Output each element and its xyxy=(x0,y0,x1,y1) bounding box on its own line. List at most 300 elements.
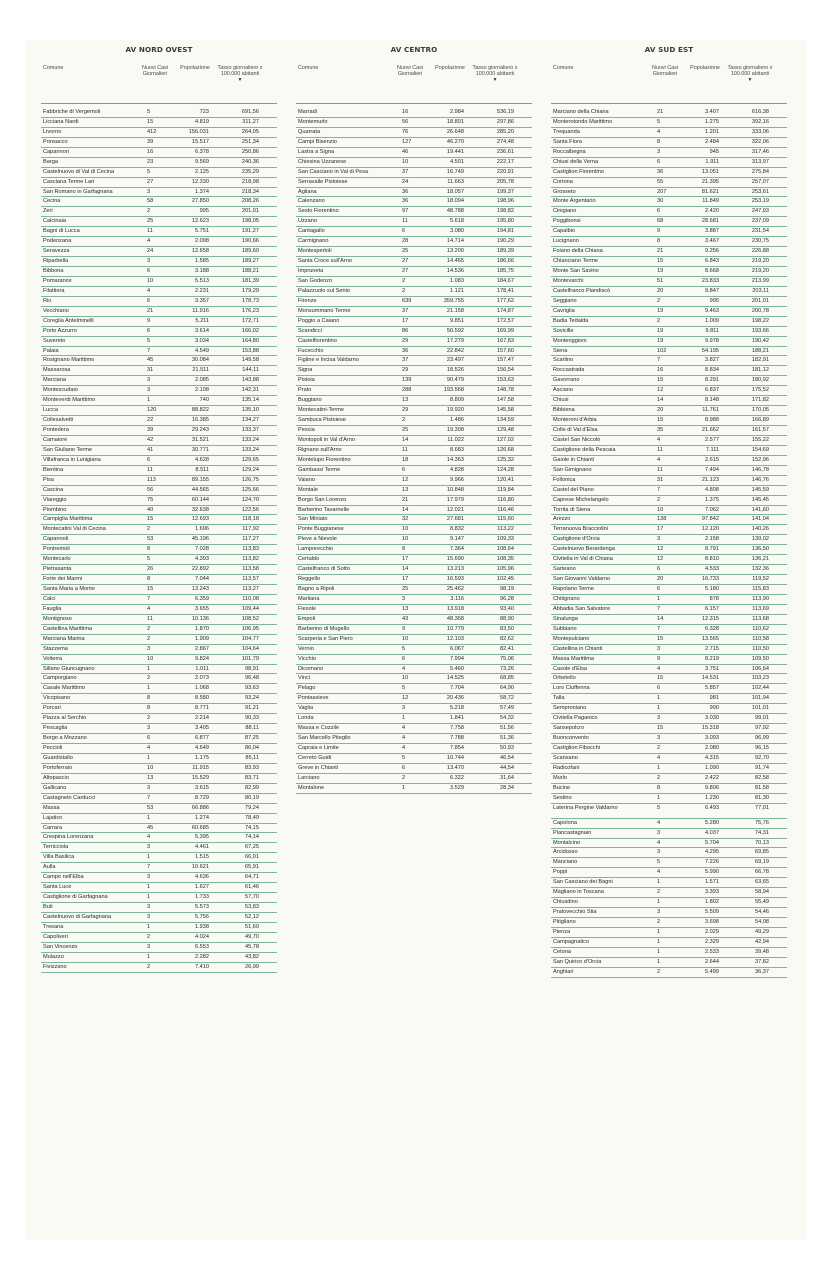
cell-comune: Campo nell'Elba xyxy=(43,874,84,881)
cell-comune: Cecina xyxy=(43,198,61,205)
cell-comune: Subbiano xyxy=(553,625,577,632)
table-row xyxy=(41,704,277,714)
cell-nuovi-casi: 1 xyxy=(147,884,151,891)
cell-tasso: 189,27 xyxy=(241,258,259,265)
cell-tasso: 70,13 xyxy=(755,839,769,846)
table-row xyxy=(296,535,532,545)
cell-popolazione: 13.200 xyxy=(446,248,464,255)
table-row xyxy=(41,207,277,217)
cell-popolazione: 4.649 xyxy=(195,745,209,751)
cell-popolazione: 15.690 xyxy=(446,556,464,563)
cell-popolazione: 4.628 xyxy=(195,456,209,463)
table-row xyxy=(41,585,277,595)
cell-nuovi-casi: 13 xyxy=(147,774,154,781)
table-row xyxy=(41,893,277,903)
table-row xyxy=(296,506,532,516)
cell-comune: Caprese Michelangelo xyxy=(553,496,609,503)
cell-nuovi-casi: 1 xyxy=(402,784,406,791)
table-row xyxy=(41,466,277,476)
cell-nuovi-casi: 10 xyxy=(402,536,409,543)
table-row xyxy=(41,386,277,396)
cell-comune: Pomarance xyxy=(43,277,72,284)
cell-popolazione: 18.801 xyxy=(446,118,464,125)
cell-tasso: 129,24 xyxy=(241,466,259,473)
table-row xyxy=(296,376,532,386)
header-tasso-label: Tasso giornaliero x 100.000 abitanti xyxy=(472,65,518,78)
cell-nuovi-casi: 29 xyxy=(402,337,409,344)
cell-comune: Lucignano xyxy=(553,238,579,245)
cell-tasso: 75,76 xyxy=(755,819,769,826)
cell-popolazione: 5.211 xyxy=(195,317,209,324)
cell-popolazione: 12.330 xyxy=(191,178,209,185)
cell-nuovi-casi: 18 xyxy=(402,456,409,463)
cell-comune: Cortona xyxy=(553,178,573,185)
cell-nuovi-casi: 5 xyxy=(147,109,151,115)
cell-nuovi-casi: 4 xyxy=(147,605,151,612)
cell-tasso: 198,82 xyxy=(496,208,514,215)
cell-nuovi-casi: 2 xyxy=(657,745,661,751)
cell-nuovi-casi: 6 xyxy=(402,764,406,771)
table-row xyxy=(41,416,277,426)
cell-comune: Civitella Paganico xyxy=(553,715,598,722)
cell-popolazione: 18.094 xyxy=(446,198,464,205)
cell-comune: Orbetello xyxy=(553,675,576,682)
cell-popolazione: 1.911 xyxy=(705,158,719,165)
cell-tasso: 193,66 xyxy=(751,327,769,334)
cell-popolazione: 11.849 xyxy=(702,198,719,205)
cell-nuovi-casi: 11 xyxy=(147,466,153,473)
cell-popolazione: 13.565 xyxy=(701,635,719,642)
table-row xyxy=(41,535,277,545)
cell-tasso: 174,87 xyxy=(496,307,514,314)
cell-nuovi-casi: 4 xyxy=(657,456,661,463)
cell-tasso: 188,21 xyxy=(751,347,769,354)
cell-popolazione: 1.627 xyxy=(195,884,209,891)
cell-tasso: 96,28 xyxy=(500,595,514,602)
cell-tasso: 51,60 xyxy=(245,923,259,930)
cell-popolazione: 3.529 xyxy=(450,784,464,791)
cell-tasso: 82,58 xyxy=(755,774,769,781)
cell-nuovi-casi: 1 xyxy=(657,595,661,602)
cell-tasso: 101,94 xyxy=(751,695,769,702)
table-row xyxy=(551,356,787,366)
cell-comune: Rio xyxy=(43,297,52,304)
cell-nuovi-casi: 2 xyxy=(402,417,406,424)
cell-tasso: 125,32 xyxy=(496,456,514,463)
cell-tasso: 67,25 xyxy=(245,844,259,851)
cell-popolazione: 5.509 xyxy=(705,909,719,916)
cell-popolazione: 2.085 xyxy=(195,377,209,384)
cell-nuovi-casi: 4 xyxy=(402,725,406,732)
cell-popolazione: 1.486 xyxy=(450,417,464,424)
cell-nuovi-casi: 20 xyxy=(657,287,664,294)
cell-tasso: 218,98 xyxy=(241,178,259,185)
cell-tasso: 177,62 xyxy=(496,297,514,304)
table-row xyxy=(41,674,277,684)
cell-popolazione: 4.024 xyxy=(195,933,209,940)
table-row xyxy=(41,307,277,317)
cell-nuovi-casi: 9 xyxy=(657,655,661,662)
cell-comune: Greve in Chianti xyxy=(298,764,339,771)
cell-nuovi-casi: 11 xyxy=(657,446,663,453)
table-row xyxy=(551,456,787,466)
table-row xyxy=(41,824,277,834)
cell-comune: Viareggio xyxy=(43,496,67,503)
table-row xyxy=(551,386,787,396)
cell-tasso: 117,27 xyxy=(242,536,259,543)
cell-tasso: 189,39 xyxy=(496,248,514,255)
header-tasso[interactable] xyxy=(470,65,520,103)
table-row xyxy=(296,237,532,247)
table-row xyxy=(296,386,532,396)
table-row xyxy=(41,605,277,615)
cell-popolazione: 16.385 xyxy=(191,417,209,424)
cell-nuovi-casi: 27 xyxy=(147,178,154,185)
cell-comune: Porto Azzurro xyxy=(43,327,77,334)
table-row xyxy=(41,665,277,675)
cell-nuovi-casi: 25 xyxy=(402,427,409,433)
cell-comune: Montopoli in Val d'Arno xyxy=(298,436,355,443)
table-row xyxy=(296,287,532,297)
cell-comune: Pisa xyxy=(43,476,54,483)
cell-popolazione: 8.219 xyxy=(705,655,719,662)
table-row xyxy=(551,128,787,138)
cell-tasso: 65,91 xyxy=(245,864,259,871)
cell-comune: Larciano xyxy=(298,774,320,781)
sort-down-icon[interactable]: ▼ xyxy=(747,77,753,84)
cell-popolazione: 13.051 xyxy=(701,168,719,175)
cell-popolazione: 10.744 xyxy=(446,754,464,761)
table-row xyxy=(551,188,787,198)
sort-down-icon[interactable]: ▼ xyxy=(492,77,498,84)
cell-comune: Chitignano xyxy=(553,595,580,602)
area-title: AV NORD OVEST xyxy=(125,45,193,54)
cell-tasso: 145,45 xyxy=(751,496,769,503)
cell-popolazione: 740 xyxy=(199,397,209,404)
cell-popolazione: 1.068 xyxy=(195,685,209,692)
table-row xyxy=(41,794,277,804)
table-row xyxy=(551,337,787,347)
cell-popolazione: 2.867 xyxy=(195,645,209,652)
cell-comune: Cinigiano xyxy=(553,208,577,215)
cell-tasso: 105,96 xyxy=(496,566,514,573)
cell-nuovi-casi: 5 xyxy=(147,168,151,175)
table-row xyxy=(296,625,532,635)
cell-popolazione: 6.837 xyxy=(705,387,719,394)
cell-nuovi-casi: 24 xyxy=(402,178,409,185)
cell-comune: Rosignano Marittimo xyxy=(43,357,95,364)
cell-tasso: 236,61 xyxy=(496,148,514,155)
table-row xyxy=(41,694,277,704)
cell-nuovi-casi: 6 xyxy=(147,327,151,334)
cell-nuovi-casi: 19 xyxy=(657,327,664,334)
cell-comune: Pistoia xyxy=(298,377,315,384)
cell-nuovi-casi: 3 xyxy=(657,148,661,155)
table-row xyxy=(551,888,787,898)
cell-comune: Cantagallo xyxy=(298,228,325,235)
cell-nuovi-casi: 6 xyxy=(657,586,661,592)
cell-comune: Fauglia xyxy=(43,605,62,612)
cell-tasso: 147,58 xyxy=(496,397,514,404)
cell-nuovi-casi: 8 xyxy=(147,576,151,583)
cell-nuovi-casi: 39 xyxy=(147,427,154,433)
table-row xyxy=(41,148,277,158)
cell-comune: Sambuca Pistoiese xyxy=(298,417,346,424)
cell-popolazione: 878 xyxy=(709,595,719,602)
cell-tasso: 42,94 xyxy=(755,938,769,945)
cell-popolazione: 1.201 xyxy=(705,128,719,135)
cell-tasso: 108,52 xyxy=(241,615,259,622)
cell-tasso: 184,67 xyxy=(496,277,514,284)
cell-popolazione: 21.123 xyxy=(701,476,719,483)
table-body xyxy=(41,108,277,973)
cell-comune: Loro Ciuffenna xyxy=(553,685,590,692)
table-row xyxy=(296,704,532,714)
cell-comune: Cetona xyxy=(553,948,572,955)
cell-comune: Podenzana xyxy=(43,238,72,245)
cell-tasso: 231,54 xyxy=(751,228,769,235)
cell-nuovi-casi: 75 xyxy=(147,496,154,503)
cell-tasso: 274,48 xyxy=(496,138,514,145)
table-row xyxy=(296,714,532,724)
cell-tasso: 141,04 xyxy=(751,516,769,523)
cell-tasso: 113,68 xyxy=(752,615,769,622)
cell-nuovi-casi: 3 xyxy=(147,645,151,652)
cell-comune: Marliana xyxy=(298,595,320,602)
cell-nuovi-casi: 5 xyxy=(402,645,406,652)
table-row xyxy=(296,217,532,227)
table-row xyxy=(551,347,787,357)
cell-comune: Siena xyxy=(553,347,568,354)
cell-popolazione: 7.758 xyxy=(450,725,464,732)
cell-popolazione: 4.037 xyxy=(705,829,719,836)
cell-comune: Anghiari xyxy=(553,968,574,975)
cell-nuovi-casi: 3 xyxy=(147,258,151,265)
cell-comune: Marciano della Chiana xyxy=(553,109,609,115)
cell-tasso: 91,74 xyxy=(755,764,769,771)
cell-comune: Lajatico xyxy=(43,814,63,821)
table-row xyxy=(551,665,787,675)
table-row xyxy=(296,545,532,555)
cell-tasso: 322,06 xyxy=(751,138,769,145)
cell-popolazione: 81.621 xyxy=(701,188,719,195)
cell-nuovi-casi: 40 xyxy=(147,506,154,513)
cell-comune: Santa Fiora xyxy=(553,138,582,145)
table-row xyxy=(296,207,532,217)
cell-comune: Firenze xyxy=(298,297,317,304)
cell-tasso: 102,45 xyxy=(496,576,514,583)
cell-tasso: 54,32 xyxy=(500,715,514,722)
cell-tasso: 247,93 xyxy=(751,208,769,215)
cell-comune: Collesalvetti xyxy=(43,417,74,424)
cell-nuovi-casi: 12 xyxy=(402,695,409,702)
cell-nuovi-casi: 120 xyxy=(147,407,157,414)
cell-nuovi-casi: 4 xyxy=(657,819,661,826)
cell-nuovi-casi: 10 xyxy=(657,506,664,513)
cell-tasso: 83,50 xyxy=(500,625,514,632)
cell-comune: Buonconvento xyxy=(553,735,589,742)
cell-tasso: 39,48 xyxy=(755,948,769,955)
cell-nuovi-casi: 7 xyxy=(657,357,661,364)
table-row xyxy=(551,207,787,217)
cell-nuovi-casi: 14 xyxy=(402,506,409,513)
cell-nuovi-casi: 14 xyxy=(657,397,664,404)
cell-tasso: 182,91 xyxy=(751,357,769,364)
cell-nuovi-casi: 42 xyxy=(147,436,154,443)
cell-tasso: 113,82 xyxy=(242,556,259,563)
table-row xyxy=(41,446,277,456)
cell-popolazione: 2.484 xyxy=(705,138,719,145)
cell-tasso: 57,49 xyxy=(500,705,514,712)
cell-tasso: 191,27 xyxy=(241,228,259,235)
table-row xyxy=(296,525,532,535)
cell-nuovi-casi: 19 xyxy=(657,268,664,274)
table-row xyxy=(41,943,277,953)
cell-nuovi-casi: 32 xyxy=(402,516,409,523)
cell-comune: Arezzo xyxy=(553,516,571,523)
cell-tasso: 127,02 xyxy=(496,436,514,443)
table-row xyxy=(551,958,787,968)
cell-comune: Massa xyxy=(43,804,60,811)
cell-tasso: 226,88 xyxy=(751,248,769,255)
cell-popolazione: 66.886 xyxy=(191,804,209,811)
cell-popolazione: 3.030 xyxy=(705,715,719,722)
header-tasso[interactable] xyxy=(215,65,265,103)
sort-down-icon[interactable]: ▼ xyxy=(237,77,243,84)
cell-nuovi-casi: 2 xyxy=(402,774,406,781)
cell-comune: Signa xyxy=(298,367,313,374)
cell-nuovi-casi: 2 xyxy=(147,526,151,533)
cell-comune: Arcidosso xyxy=(553,849,578,856)
cell-comune: Capannoli xyxy=(43,536,69,543)
cell-nuovi-casi: 13 xyxy=(402,486,409,493)
cell-popolazione: 2.422 xyxy=(705,774,719,781)
cell-tasso: 96,99 xyxy=(755,735,769,742)
cell-comune: Calcinaia xyxy=(43,218,67,225)
cell-tasso: 146,76 xyxy=(751,476,769,483)
table-row xyxy=(551,486,787,496)
cell-comune: Civitella in Val di Chiana xyxy=(553,556,613,563)
table-row xyxy=(296,655,532,665)
cell-nuovi-casi: 76 xyxy=(402,128,409,135)
table-row xyxy=(296,496,532,506)
cell-comune: Stazzema xyxy=(43,645,68,652)
cell-popolazione: 12.120 xyxy=(701,526,719,533)
table-row xyxy=(296,764,532,774)
cell-comune: Borgo San Lorenzo xyxy=(298,496,347,503)
cell-tasso: 49,29 xyxy=(755,928,769,935)
cell-nuovi-casi: 10 xyxy=(402,526,409,533)
cell-comune: Montelupo Fiorentino xyxy=(298,456,351,463)
cell-nuovi-casi: 11 xyxy=(147,615,153,622)
cell-comune: Camporgiano xyxy=(43,675,77,682)
cell-comune: Capraia e Limite xyxy=(298,745,339,751)
cell-comune: Monsummano Terme xyxy=(298,307,351,314)
table-row xyxy=(551,525,787,535)
cell-comune: Quarrata xyxy=(298,128,321,135)
table-row xyxy=(551,506,787,516)
cell-tasso: 200,78 xyxy=(751,307,769,314)
table-row xyxy=(41,963,277,973)
cell-comune: Serravalle Pistoiese xyxy=(298,178,348,185)
table-row xyxy=(551,535,787,545)
cell-comune: Vaiano xyxy=(298,476,316,483)
cell-nuovi-casi: 3 xyxy=(657,849,661,856)
area-column xyxy=(551,40,787,978)
table-row xyxy=(296,575,532,585)
cell-tasso: 141,60 xyxy=(751,506,769,513)
cell-tasso: 203,11 xyxy=(752,287,769,294)
cell-nuovi-casi: 68 xyxy=(657,218,664,225)
header-tasso[interactable] xyxy=(725,65,775,103)
cell-nuovi-casi: 10 xyxy=(147,277,154,284)
cell-nuovi-casi: 1 xyxy=(657,958,661,965)
cell-popolazione: 60.685 xyxy=(191,824,209,831)
cell-tasso: 115,83 xyxy=(752,586,769,592)
table-row xyxy=(551,436,787,446)
table-row xyxy=(296,744,532,754)
cell-nuovi-casi: 3 xyxy=(402,705,406,712)
cell-popolazione: 17.979 xyxy=(446,496,464,503)
cell-nuovi-casi: 3 xyxy=(657,715,661,722)
cell-tasso: 117,92 xyxy=(242,526,259,533)
cell-comune: Monte San Savino xyxy=(553,268,599,274)
cell-comune: Marciana xyxy=(43,377,67,384)
cell-comune: Filattiera xyxy=(43,287,65,294)
cell-nuovi-casi: 4 xyxy=(402,745,406,751)
cell-tasso: 170,05 xyxy=(751,407,769,414)
cell-nuovi-casi: 58 xyxy=(147,198,154,205)
table-row xyxy=(41,933,277,943)
cell-tasso: 57,70 xyxy=(245,894,259,901)
cell-comune: Seggiano xyxy=(553,297,577,304)
table-row xyxy=(41,128,277,138)
cell-popolazione: 2.715 xyxy=(705,645,719,652)
header-popolazione: Popolazione xyxy=(690,65,720,71)
cell-comune: Chiusi della Verna xyxy=(553,158,599,165)
cell-comune: Dicomano xyxy=(298,665,324,672)
cell-nuovi-casi: 6 xyxy=(147,268,151,274)
cell-comune: San Miniato xyxy=(298,516,328,523)
table-row xyxy=(296,674,532,684)
cell-tasso: 96,15 xyxy=(755,745,769,751)
cell-nuovi-casi: 4 xyxy=(657,128,661,135)
cell-popolazione: 1.841 xyxy=(450,715,464,722)
table-row xyxy=(551,575,787,585)
table-row xyxy=(296,327,532,337)
table-row xyxy=(551,426,787,436)
cell-nuovi-casi: 6 xyxy=(402,466,406,473)
cell-popolazione: 3.887 xyxy=(705,228,719,235)
table-row xyxy=(41,525,277,535)
cell-popolazione: 8.771 xyxy=(195,705,209,712)
cell-tasso: 108,35 xyxy=(496,556,514,563)
cell-nuovi-casi: 15 xyxy=(657,635,664,642)
table-row xyxy=(296,456,532,466)
table-row xyxy=(41,456,277,466)
cell-popolazione: 15.517 xyxy=(191,138,209,145)
table-row xyxy=(551,227,787,237)
cell-tasso: 181,39 xyxy=(241,277,259,284)
cell-tasso: 88,11 xyxy=(245,725,259,732)
cell-tasso: 188,21 xyxy=(241,268,259,274)
table-row xyxy=(41,555,277,565)
cell-comune: Campiglia Marittima xyxy=(43,516,93,523)
cell-tasso: 198,96 xyxy=(496,198,514,205)
cell-tasso: 186,66 xyxy=(496,258,514,265)
cell-comune: Grosseto xyxy=(553,188,576,195)
cell-nuovi-casi: 46 xyxy=(402,148,409,155)
